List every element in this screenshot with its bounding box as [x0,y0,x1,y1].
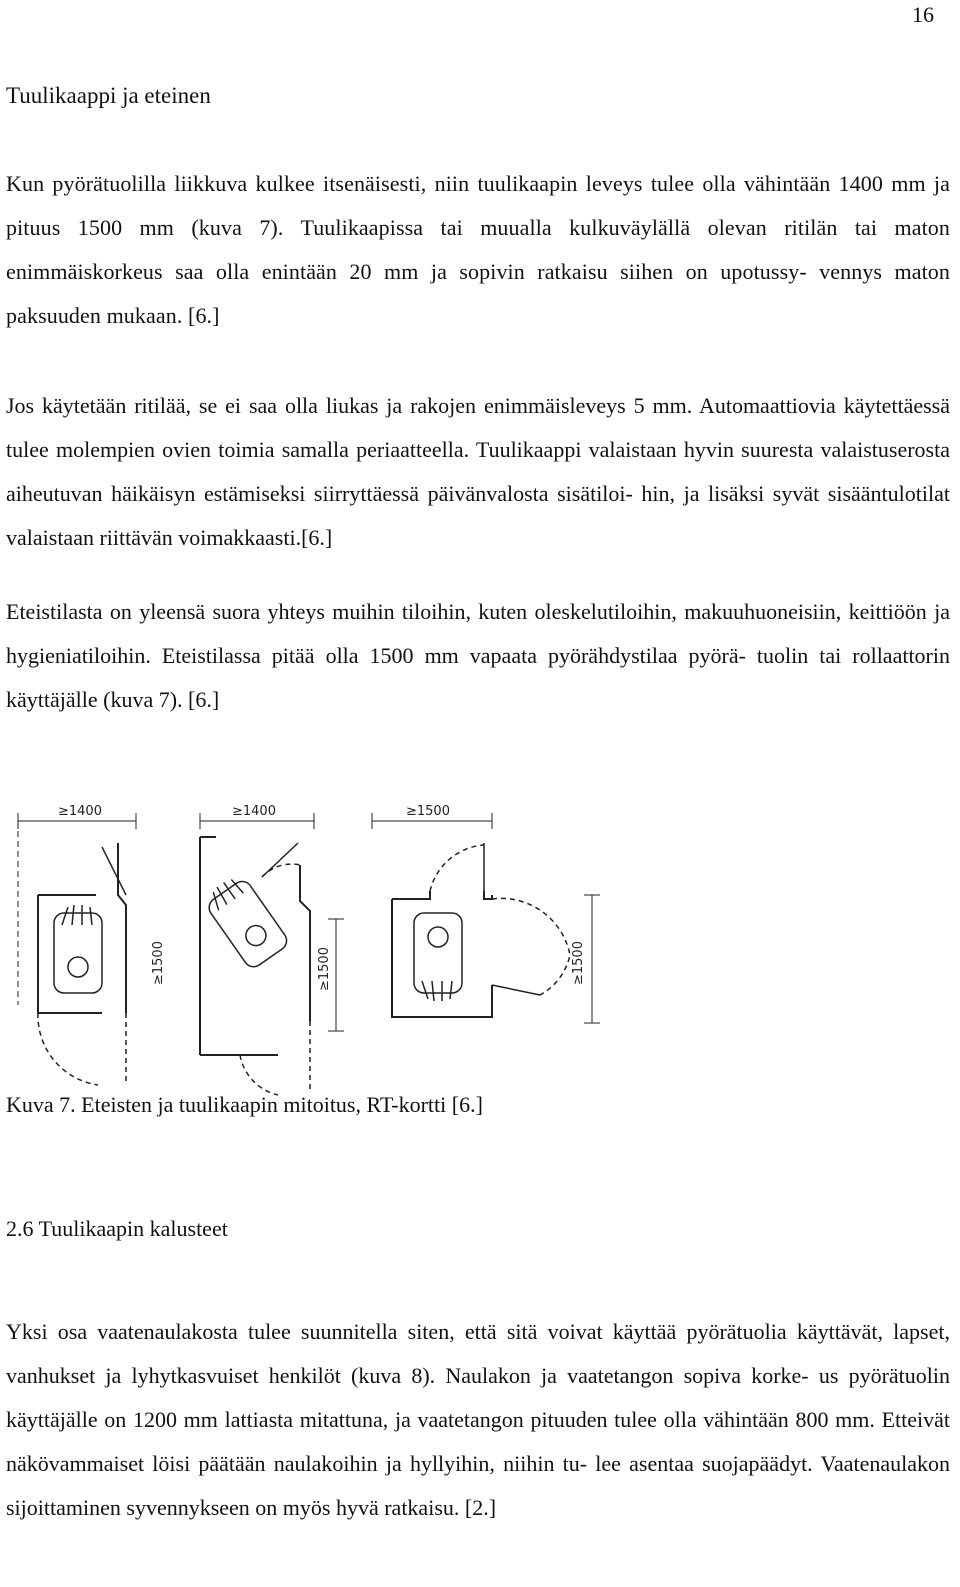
dim-label-1: ≥1400 [58,804,102,819]
plan-3 [372,813,600,1023]
dim-label-3: ≥1500 [406,804,450,819]
plan-1 [18,813,136,1085]
paragraph-1: Kun pyörätuolilla liikkuva kulkee itsenäisesti, niin tuulikaapin leveys tulee olla vähintään 1400 mm ja pituus 1500 mm (kuva 7). Tuulikaapissa tai muualla kulkuväylällä olevan ritilän tai maton enimmäiskorkeus saa olla enintään 20 mm ja sopivin ratkaisu siihen on upotussy- vennys maton paksuuden mukaan. [6.] [6,171,950,328]
section-heading: Tuulikaappi ja eteinen [6,83,211,108]
paragraph-3: Eteistilasta on yleensä suora yhteys muihin tiloihin, kuten oleskelutiloihin, makuuhuoneisiin, keittiöön ja hygieniatiloihin. Eteistilassa pitää olla 1500 mm vapaata pyörähdystilaa pyörä- tuolin tai rollaattorin käyttäjälle (kuva 7). [6.] [6,599,950,712]
dim-label-6: ≥1500 [571,941,586,985]
subsection-heading: 2.6 Tuulikaapin kalusteet [6,1216,228,1241]
dim-label-5: ≥1500 [317,947,332,991]
figure-7 [10,795,610,1105]
page-number: 16 [912,2,934,27]
floor-plan-diagram [10,795,610,1105]
dim-label-4: ≥1500 [151,941,166,985]
paragraph-4: Yksi osa vaatenaulakosta tulee suunnitella siten, että sitä voivat käyttää pyörätuolia käyttävät, lapset, vanhukset ja lyhytkasvuiset henkilöt (kuva 8). Naulakon ja vaatetangon sopiva korke- us pyörätuolin käyttäjälle on 1200 mm lattiasta mitattuna, ja vaatetangon pituuden tulee olla vähintään 800 mm. Etteivät näkövammaiset löisi päätään naulakoihin ja hyllyihin, niihin tu- lee asentaa suojapäädyt. Vaatenaulakon sijoittaminen syvennykseen on myös hyvä ratkaisu. [2.] [6,1319,950,1520]
paragraph-2: Jos käytetään ritilää, se ei saa olla liukas ja rakojen enimmäisleveys 5 mm. Automaattiovia käytettäessä tulee molempien ovien toimia samalla periaatteella. Tuulikaappi valaistaan hyvin suuresta valaistuserosta aiheutuvan häikäisyn estämiseksi siirryttäessä päivänvalosta sisätiloi- hin, ja lisäksi syvät sisääntulotilat valaistaan riittävän voimakkaasti.[6.] [6,393,950,550]
figure-caption: Kuva 7. Eteisten ja tuulikaapin mitoitus, RT-kortti [6.] [6,1092,483,1117]
dim-label-2: ≥1400 [232,804,276,819]
